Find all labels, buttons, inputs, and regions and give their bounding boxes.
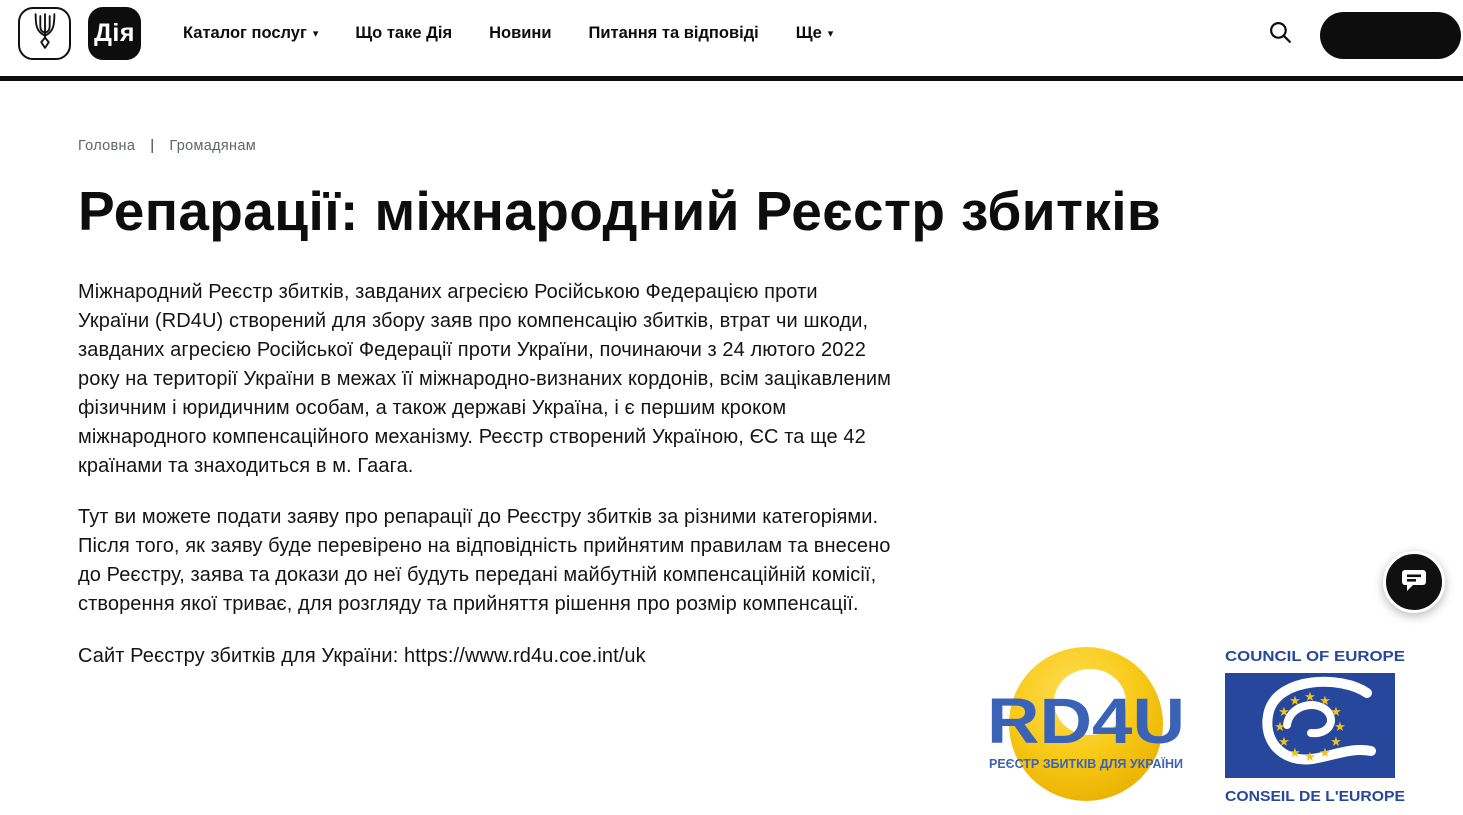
breadcrumb-citizens[interactable]: Громадянам — [169, 137, 256, 154]
chevron-down-icon: ▾ — [312, 27, 319, 40]
svg-text:★: ★ — [1330, 735, 1342, 750]
rd4u-wordmark: RD4U — [987, 685, 1185, 757]
rd4u-logo — [983, 642, 1189, 809]
header-right — [1267, 0, 1463, 70]
council-of-europe-logo — [1219, 645, 1411, 815]
rd4u-caption: РЕЄСТР ЗБИТКІВ ДЛЯ УКРАЇНИ — [989, 756, 1183, 771]
search-icon — [1268, 20, 1293, 50]
svg-text:★: ★ — [1304, 690, 1316, 705]
nav-item-news[interactable]: Новини — [489, 23, 552, 42]
nav-item-more[interactable]: Ще ▾ — [795, 23, 834, 42]
svg-text:★: ★ — [1330, 705, 1342, 720]
header-divider-bar — [0, 76, 1463, 81]
page-title: Репарації: міжнародний Реєстр збитків — [78, 180, 1162, 242]
svg-text:★: ★ — [1334, 720, 1346, 735]
partner-logos — [983, 642, 1411, 815]
svg-text:★: ★ — [1319, 694, 1331, 709]
site-header — [0, 0, 1463, 76]
header-cta-button[interactable] — [1320, 12, 1461, 59]
nav-item-about-diia[interactable]: Що таке Дія — [355, 23, 453, 42]
breadcrumb-separator: | — [150, 137, 155, 154]
main-content — [0, 137, 1463, 805]
svg-text:★: ★ — [1274, 720, 1286, 735]
nav-item-catalog[interactable]: Каталог послуг ▾ — [183, 23, 319, 42]
svg-text:★: ★ — [1319, 746, 1331, 761]
intro-paragraph: Міжнародний Реєстр збитків, завданих агресією Російською Федерацією проти України (RD4U) створений для збору заяв про компенсацію збитків, втрат чи шкоди, завданих агресією Російської Федерації проти України, починаючи з 24 лютого 2022 року на території України в межах її міжнародно-визнаних кордонів, всім зацікавленим фізичним і юридичним особам, а також державі Україна, і є першим кроком міжнародного компенсаційного механізму. Реєстр створений Україною, ЄС та ще 42 країнами та знаходиться в м. Гаага. — [78, 280, 891, 477]
diia-logo[interactable] — [88, 7, 141, 60]
chat-widget-button[interactable] — [1383, 551, 1445, 613]
nav-item-faq[interactable]: Питання та відповіді — [588, 23, 759, 42]
trident-icon — [30, 12, 60, 55]
registry-site-label: Сайт Реєстру збитків для України: — [78, 644, 399, 667]
coe-bottom-text: CONSEIL DE L'EUROPE — [1225, 788, 1405, 805]
svg-text:★: ★ — [1304, 750, 1316, 765]
chevron-down-icon: ▾ — [827, 27, 834, 40]
diia-logo-label: Дія — [94, 18, 135, 47]
search-button[interactable] — [1267, 22, 1293, 48]
svg-text:★: ★ — [1278, 735, 1290, 750]
registry-site-link[interactable]: https://www.rd4u.coe.int/uk — [404, 644, 646, 667]
svg-text:★: ★ — [1289, 746, 1301, 761]
svg-text:★: ★ — [1289, 694, 1301, 709]
chat-bubble-icon — [1399, 566, 1429, 599]
main-nav — [183, 24, 833, 43]
process-paragraph: Тут ви можете подати заяву про репарації до Реєстру збитків за різними категоріями. Після того, як заяву буде перевірено на відповідність прийнятим правилам та внесено до Реєстру, заява та докази до неї будуть передані майбутній компенсаційній комісії, створення якої триває, для розгляду та прийняття рішення про розмір компенсації. — [78, 505, 891, 615]
breadcrumb — [78, 137, 1463, 154]
breadcrumb-home[interactable]: Головна — [78, 137, 136, 154]
coat-of-arms-logo[interactable] — [18, 7, 71, 60]
coe-top-text: COUNCIL OF EUROPE — [1225, 648, 1405, 665]
svg-text:★: ★ — [1278, 705, 1290, 720]
